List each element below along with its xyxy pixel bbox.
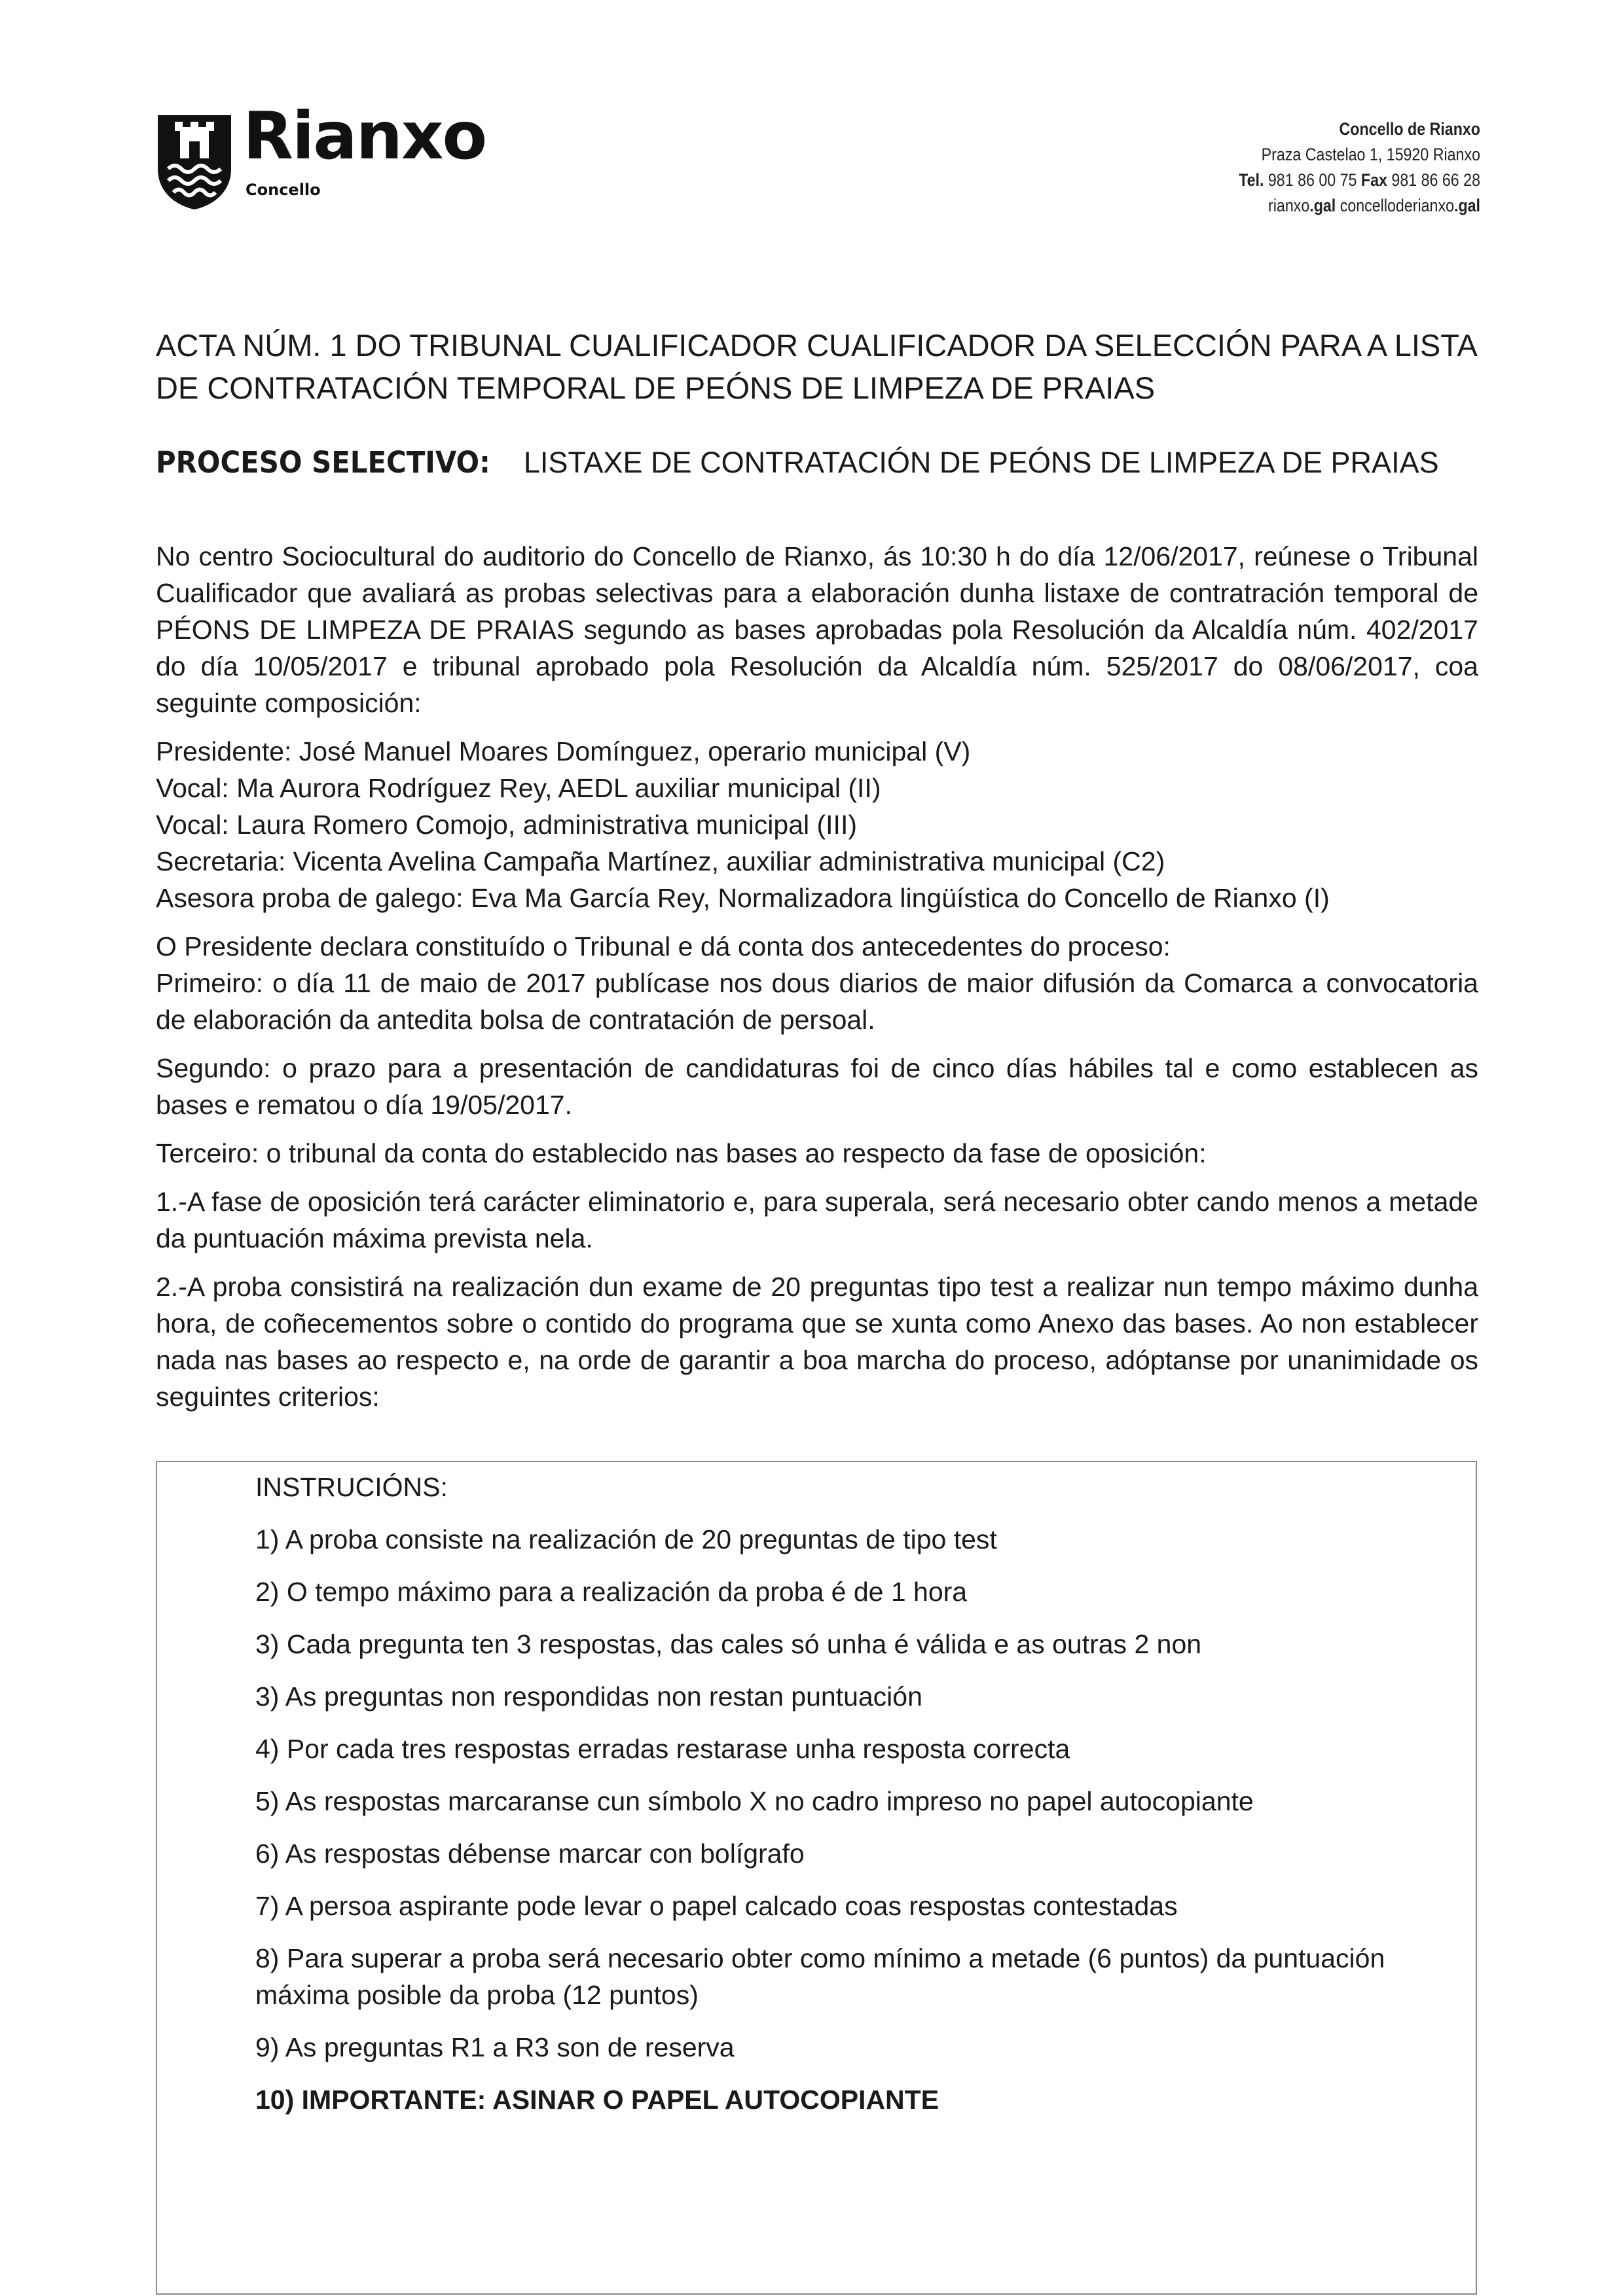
web-link-rianxo[interactable]: rianxo bbox=[1268, 196, 1310, 215]
tel-label: Tel. bbox=[1239, 170, 1264, 190]
tel-number: 981 86 00 75 bbox=[1267, 170, 1357, 190]
member-line: Presidente: José Manuel Moares Domínguez, operario municipal (V) bbox=[156, 736, 971, 766]
logo-subtitle: Concello bbox=[246, 181, 321, 199]
document-body bbox=[156, 538, 1478, 1427]
instruction-item: 1) A proba consiste na realización de 20 preguntas de tipo test bbox=[255, 1524, 997, 1554]
instruction-item: 7) A persoa aspirante pode levar o papel calcado coas respostas contestadas bbox=[255, 1891, 1178, 1921]
instruction-important: 10) IMPORTANTE: ASINAR O PAPEL AUTOCOPIANTE bbox=[255, 2085, 939, 2115]
punto2-paragraph: 2.-A proba consistirá na realización dun exame de 20 preguntas tipo test a realizar nun tempo máximo dunha hora, de coñecementos sobre o contido do programa que se xunta como Anexo das bases. Ao non establecer nada nas bases ao respecto e, na orde de garantir a boa marcha do proceso, adóptanse por unanimidade os seguintes criterios: bbox=[156, 1272, 1478, 1412]
instruction-item: 3) Cada pregunta ten 3 respostas, das cales só unha é válida e as outras 2 non bbox=[255, 1629, 1202, 1659]
shield-icon bbox=[155, 113, 234, 211]
phone-fax-line bbox=[1086, 168, 1480, 193]
punto1-paragraph: 1.-A fase de oposición terá carácter eliminatorio e, para superala, será necesario obter cando menos a metade da puntuación máxima prevista nela. bbox=[156, 1187, 1478, 1253]
member-line: Vocal: Ma Aurora Rodríguez Rey, AEDL auxiliar municipal (II) bbox=[156, 773, 881, 803]
fax-label: Fax bbox=[1360, 170, 1387, 190]
web-link-concello-tld[interactable]: .gal bbox=[1453, 196, 1480, 215]
instruction-item: 6) As respostas débense marcar con bolígrafo bbox=[255, 1839, 805, 1869]
segundo-paragraph: Segundo: o prazo para a presentación de candidaturas foi de cinco días hábiles tal e como establecen as bases e rematou o día 19/05/2017. bbox=[156, 1053, 1478, 1120]
web-line bbox=[1086, 193, 1480, 219]
intro-paragraph: No centro Sociocultural do auditorio do Concello de Rianxo, ás 10:30 h do día 12/06/2017, reúnese o Tribunal Cualificador que avaliará as probas selectivas para a elaboración dunha listaxe de contratración temporal de PÉONS DE LIMPEZA DE PRAIAS segundo as bases aprobadas pola Resolución da Alcaldía núm. 402/2017 do día 10/05/2017 e tribunal aprobado pola Resolución da Alcaldía núm. 525/2017 do 08/06/2017, coa seguinte composición: bbox=[156, 541, 1478, 718]
instructions-box bbox=[156, 1461, 1477, 2295]
terceiro-paragraph: Terceiro: o tribunal da conta do establecido nas bases ao respecto da fase de oposición: bbox=[156, 1138, 1207, 1168]
web-link-concello[interactable]: concelloderianxo bbox=[1340, 196, 1454, 215]
proceso-label: PROCESO SELECTIVO: bbox=[156, 445, 490, 480]
proceso-text: LISTAXE DE CONTRATACIÓN DE PEÓNS DE LIMPEZA DE PRAIAS bbox=[523, 446, 1439, 479]
instruction-item: 4) Por cada tres respostas erradas restarase unha resposta correcta bbox=[255, 1734, 1070, 1764]
instructions-list bbox=[255, 1462, 1473, 2118]
proceso-selectivo bbox=[156, 440, 1478, 486]
document-title: ACTA NÚM. 1 DO TRIBUNAL CUALIFICADOR CUALIFICADOR DA SELECCIÓN PARA A LISTA DE CONTRATACIÓN TEMPORAL DE PEÓNS DE LIMPEZA DE PRAIAS bbox=[156, 328, 1476, 405]
member-line: Asesora proba de galego: Eva Ma García Rey, Normalizadora lingüística do Concello de Rianxo (I) bbox=[156, 883, 1330, 913]
instruction-item: 5) As respostas marcaranse cun símbolo X no cadro impreso no papel autocopiante bbox=[255, 1786, 1254, 1816]
instruction-item: 2) O tempo máximo para a realización da proba é de 1 hora bbox=[255, 1577, 968, 1607]
instruction-item: 3) As preguntas non respondidas non restan puntuación bbox=[255, 1681, 922, 1712]
primeiro-paragraph: Primeiro: o día 11 de maio de 2017 publícase nos dous diarios de maior difusión da Comarca a convocatoria de elaboración da antedita bolsa de contratación de persoal. bbox=[156, 968, 1478, 1035]
instruction-item: 9) As preguntas R1 a R3 son de reserva bbox=[255, 2032, 735, 2062]
org-name: Concello de Rianxo bbox=[1339, 119, 1480, 139]
member-line: Vocal: Laura Romero Comojo, administrativa municipal (III) bbox=[156, 810, 857, 840]
declara-paragraph: O Presidente declara constituído o Tribunal e dá conta dos antecedentes do proceso: bbox=[156, 931, 1171, 961]
address: Praza Castelao 1, 15920 Rianxo bbox=[1261, 145, 1480, 164]
rianxo-logo bbox=[155, 98, 522, 211]
contact-block bbox=[1086, 117, 1480, 219]
member-line: Secretaria: Vicenta Avelina Campaña Martínez, auxiliar administrativa municipal (C2) bbox=[156, 846, 1165, 876]
logo-name: Rianxo bbox=[243, 98, 486, 174]
tribunal-members bbox=[156, 733, 1478, 916]
instruction-item: 8) Para superar a proba será necesario obter como mínimo a metade (6 puntos) da puntuación máxima posible da proba (12 puntos) bbox=[255, 1943, 1385, 2010]
instructions-heading: INSTRUCIÓNS: bbox=[255, 1472, 448, 1502]
fax-number: 981 86 66 28 bbox=[1391, 170, 1480, 190]
web-link-rianxo-tld[interactable]: .gal bbox=[1309, 196, 1336, 215]
